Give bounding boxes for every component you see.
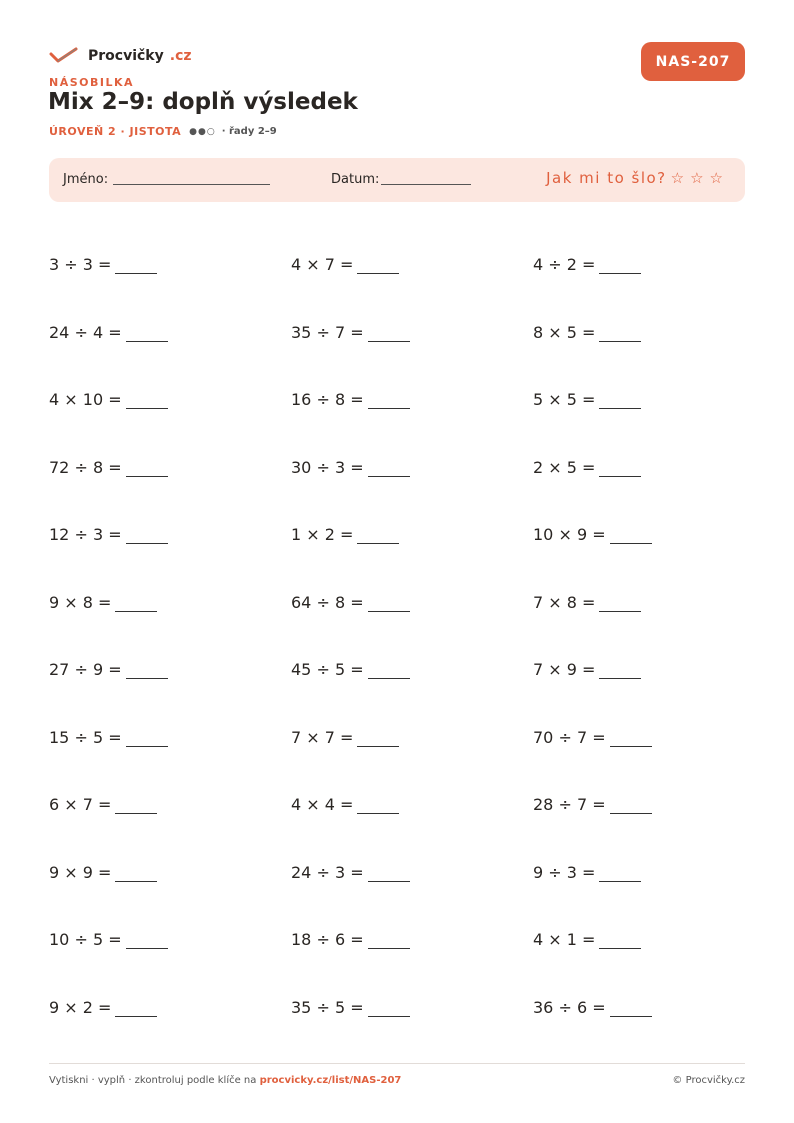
self-rating [546,169,729,187]
problem-expression: 8 × 5 = [533,322,596,342]
problem-expression: 27 ÷ 9 = [49,660,122,680]
problem-item [49,434,291,502]
problem-item [533,906,745,974]
answer-blank[interactable] [599,593,641,612]
answer-key-link[interactable]: procvicky.cz/list/NAS-207 [259,1075,402,1086]
answer-blank[interactable] [599,660,641,679]
answer-blank[interactable] [115,593,157,612]
problem-item [533,231,745,299]
problem-item [49,974,291,1042]
problem-expression: 9 ÷ 3 = [533,862,596,882]
answer-blank[interactable] [599,930,641,949]
problem-expression: 15 ÷ 5 = [49,727,122,747]
footer-text: Vytiskni · vyplň · zkontroluj podle klíče na [49,1075,260,1086]
answer-blank[interactable] [357,728,399,747]
answer-blank[interactable] [115,863,157,882]
problem-item [533,501,745,569]
problem-expression: 9 × 8 = [49,592,112,612]
answer-blank[interactable] [368,390,410,409]
problem-expression: 9 × 2 = [49,997,112,1017]
answer-blank[interactable] [599,255,641,274]
problem-expression: 3 ÷ 3 = [49,255,112,275]
problem-item [291,839,533,907]
problem-item [533,771,745,839]
problem-expression: 24 ÷ 3 = [291,862,364,882]
problem-item [49,704,291,772]
problem-item [49,636,291,704]
problem-grid [49,231,745,1041]
answer-blank[interactable] [357,525,399,544]
problem-item [291,704,533,772]
footer-instructions [49,1075,401,1086]
problem-expression: 28 ÷ 7 = [533,795,606,815]
answer-blank[interactable] [610,998,652,1017]
problem-item [533,636,745,704]
problem-item [533,974,745,1042]
answer-blank[interactable] [126,458,168,477]
problem-expression: 6 × 7 = [49,795,112,815]
level-indicator [49,125,277,138]
problem-item [291,636,533,704]
problem-item [291,771,533,839]
answer-blank[interactable] [126,660,168,679]
problem-expression: 4 × 7 = [291,255,354,275]
problem-item [533,299,745,367]
answer-blank[interactable] [610,728,652,747]
problem-item [291,501,533,569]
problem-expression: 4 × 10 = [49,390,122,410]
self-rating-label: Jak mi to šlo? [546,169,667,187]
footer-divider [49,1063,745,1064]
answer-blank[interactable] [357,255,399,274]
answer-blank[interactable] [610,795,652,814]
problem-item [291,366,533,434]
problem-expression: 4 × 1 = [533,930,596,950]
answer-blank[interactable] [115,998,157,1017]
problem-item [49,231,291,299]
problem-expression: 10 ÷ 5 = [49,930,122,950]
problem-expression: 12 ÷ 3 = [49,525,122,545]
name-label: Jméno: [63,172,109,187]
answer-blank[interactable] [126,525,168,544]
problem-expression: 18 ÷ 6 = [291,930,364,950]
problem-item [49,366,291,434]
problem-expression: 4 ÷ 2 = [533,255,596,275]
problem-expression: 4 × 4 = [291,795,354,815]
problem-item [49,501,291,569]
problem-expression: 35 ÷ 5 = [291,997,364,1017]
problem-item [291,569,533,637]
answer-blank[interactable] [368,660,410,679]
problem-item [533,704,745,772]
answer-blank[interactable] [610,525,652,544]
problem-item [49,299,291,367]
problem-expression: 16 ÷ 8 = [291,390,364,410]
problem-item [533,569,745,637]
problem-item [291,906,533,974]
problem-item [49,906,291,974]
brand-logo [49,46,192,66]
problem-item [533,434,745,502]
answer-blank[interactable] [126,728,168,747]
answer-blank[interactable] [126,930,168,949]
problem-expression: 64 ÷ 8 = [291,592,364,612]
worksheet-code-badge: NAS-207 [641,42,745,81]
student-info-bar [49,158,745,202]
problem-expression: 30 ÷ 3 = [291,457,364,477]
problem-expression: 9 × 9 = [49,862,112,882]
problem-expression: 72 ÷ 8 = [49,457,122,477]
problem-expression: 2 × 5 = [533,457,596,477]
star-rating-icon[interactable]: ☆☆☆ [670,169,729,187]
answer-blank[interactable] [357,795,399,814]
level-label: ÚROVEŇ 2 · JISTOTA [49,125,182,138]
problem-item [291,974,533,1042]
answer-blank[interactable] [368,458,410,477]
answer-blank[interactable] [368,998,410,1017]
problem-expression: 36 ÷ 6 = [533,997,606,1017]
problem-expression: 45 ÷ 5 = [291,660,364,680]
answer-blank[interactable] [368,863,410,882]
brand-name: Procvičky [88,48,164,64]
brand-tld: .cz [169,48,192,64]
problem-expression: 24 ÷ 4 = [49,322,122,342]
answer-blank[interactable] [599,323,641,342]
checkmark-pencil-icon [49,46,79,66]
page-title: Mix 2–9: doplň výsledek [48,89,358,115]
problem-item [291,434,533,502]
problem-item [49,569,291,637]
answer-blank[interactable] [599,863,641,882]
problem-expression: 10 × 9 = [533,525,606,545]
problem-expression: 70 ÷ 7 = [533,727,606,747]
date-label: Datum: [331,172,380,187]
problem-expression: 35 ÷ 7 = [291,322,364,342]
problem-item [49,771,291,839]
difficulty-dots-icon: ●●○ [189,126,216,137]
answer-blank[interactable] [368,593,410,612]
answer-blank[interactable] [126,323,168,342]
answer-blank[interactable] [126,390,168,409]
problem-item [533,839,745,907]
problem-item [533,366,745,434]
problem-expression: 7 × 9 = [533,660,596,680]
answer-blank[interactable] [599,390,641,409]
answer-blank[interactable] [115,255,157,274]
name-field[interactable] [113,184,270,185]
answer-blank[interactable] [368,323,410,342]
problem-expression: 7 × 7 = [291,727,354,747]
problem-item [291,299,533,367]
answer-blank[interactable] [599,458,641,477]
level-rows: · řady 2–9 [221,126,277,137]
problem-expression: 7 × 8 = [533,592,596,612]
category-label: NÁSOBILKA [49,76,135,89]
problem-expression: 1 × 2 = [291,525,354,545]
problem-item [49,839,291,907]
date-field[interactable] [381,184,471,185]
problem-item [291,231,533,299]
problem-expression: 5 × 5 = [533,390,596,410]
footer-copyright: © Procvičky.cz [672,1075,745,1086]
answer-blank[interactable] [115,795,157,814]
answer-blank[interactable] [368,930,410,949]
